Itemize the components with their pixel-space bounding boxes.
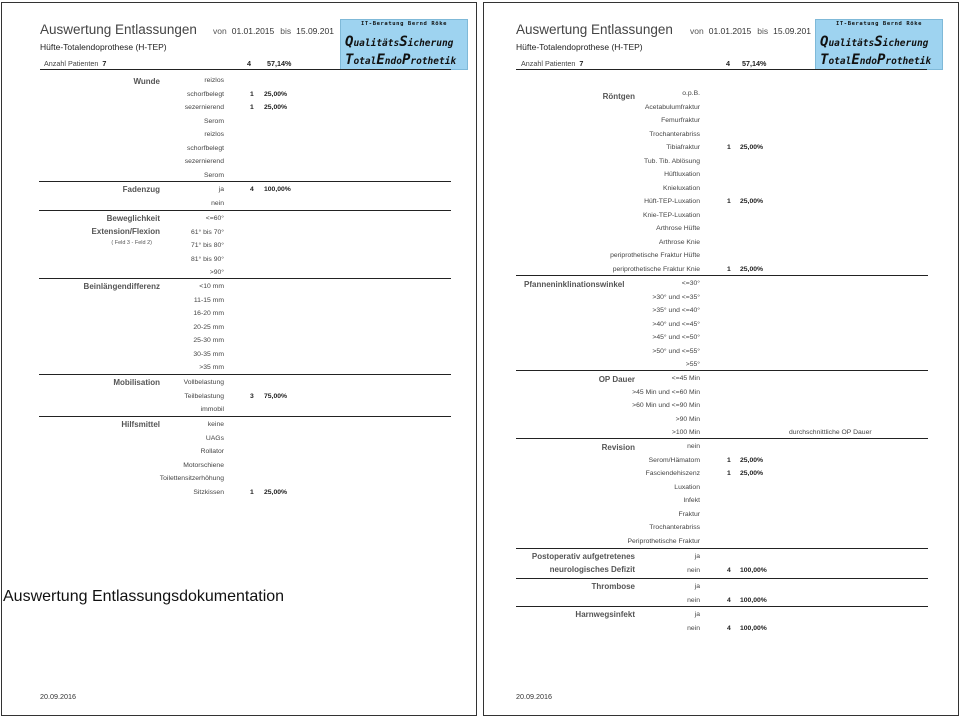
- avg-op-duration-label: durchschnittliche OP Dauer: [789, 429, 872, 436]
- table-row: [2, 390, 224, 404]
- table-row: [484, 521, 700, 535]
- row-label: 16-20 mm: [193, 310, 224, 317]
- report-subtitle: Hüfte-Totalendoprothese (H-TEP): [516, 42, 643, 52]
- row-label: Femurfraktur: [661, 117, 700, 124]
- table-row: [484, 141, 700, 155]
- row-label: nein: [687, 443, 700, 450]
- row-label: Arthrose Hüfte: [656, 225, 700, 232]
- header-divider: [40, 69, 451, 70]
- header-divider: [516, 69, 927, 70]
- table-row: [2, 115, 224, 129]
- section-title: Röntgen: [602, 92, 635, 101]
- row-label: Trochanterabriss: [649, 130, 700, 138]
- company-logo: [340, 19, 468, 70]
- section-divider: [516, 578, 928, 579]
- table-row: [2, 183, 224, 197]
- table-row: [2, 155, 224, 169]
- row-label: Motorschiene: [183, 461, 224, 469]
- table-row: [484, 249, 700, 263]
- table-row: [484, 481, 700, 495]
- report-page-right: [483, 2, 959, 716]
- date-range: von 01.01.2015 bis 15.09.201: [690, 26, 811, 36]
- logo-line-tep: TotalEndoProthetik: [345, 52, 457, 68]
- table-row: [2, 142, 224, 156]
- row-label: 71° bis 80°: [190, 242, 224, 249]
- row-label: >40° und <=45°: [652, 320, 700, 328]
- table-row: [484, 399, 700, 413]
- table-row: [484, 155, 700, 169]
- row-label: nein: [687, 624, 700, 632]
- table-row: [2, 74, 224, 88]
- row-label: Knie-TEP-Luxation: [642, 211, 700, 219]
- section-title: Beweglichkeit: [106, 214, 160, 223]
- section-title: Hilfsmittel: [121, 420, 160, 429]
- table-row: [2, 445, 224, 459]
- table-row: [484, 564, 700, 578]
- row-label: Serom: [203, 171, 224, 179]
- von-date: 01.01.2015: [231, 26, 275, 36]
- patient-count-row: Anzahl Patienten 7: [44, 59, 107, 68]
- row-label: >90°: [209, 269, 224, 276]
- table-row: [484, 195, 700, 209]
- row-count: 1: [250, 90, 254, 98]
- table-row: [484, 209, 700, 223]
- row-label: UAGs: [205, 434, 224, 442]
- row-percent: 100,00%: [264, 186, 291, 193]
- section-title: Beinlängendifferenz: [83, 282, 160, 291]
- row-label: sezernierend: [184, 104, 224, 111]
- row-label: schorfbelegt: [186, 144, 224, 152]
- table-row: [2, 197, 224, 211]
- row-count: 1: [727, 470, 731, 477]
- caption-text: Auswertung Entlassungsdokumentation: [3, 588, 285, 605]
- row-label: Toilettensitzerhöhung: [159, 475, 224, 482]
- table-row: [484, 291, 700, 305]
- row-label: Trochanterabriss: [649, 524, 700, 531]
- row-count: 1: [250, 488, 254, 496]
- table-row: [484, 413, 700, 427]
- row-label: Periprothetische Fraktur: [627, 537, 700, 545]
- row-label: <=30°: [681, 280, 700, 287]
- section-title: Postoperativ aufgetretenes: [531, 552, 635, 561]
- section-divider: [39, 374, 451, 375]
- section-divider: [39, 416, 451, 417]
- logo-line-qs: QualitätsSicherung: [820, 34, 929, 50]
- row-label: immobil: [200, 406, 224, 413]
- table-row: [2, 253, 224, 267]
- row-percent: 25,00%: [264, 104, 288, 111]
- row-percent: 100,00%: [740, 624, 767, 632]
- table-row: [2, 212, 224, 226]
- row-count: 4: [250, 186, 254, 193]
- row-label: >45° und <=50°: [652, 334, 700, 341]
- report-subtitle: Hüfte-Totalendoprothese (H-TEP): [40, 42, 167, 52]
- row-label: Tub. Tib. Ablösung: [643, 157, 700, 165]
- row-count: 4: [727, 566, 731, 574]
- table-row: [2, 226, 224, 240]
- row-label: 25-30 mm: [193, 337, 224, 344]
- row-label: nein: [687, 596, 700, 604]
- section-title: OP Dauer: [598, 375, 635, 384]
- table-row: [484, 101, 700, 115]
- row-label: Infekt: [683, 497, 700, 504]
- row-label: 30-35 mm: [193, 350, 224, 358]
- von-label: von: [213, 26, 227, 36]
- row-label: <10 mm: [199, 283, 224, 290]
- row-label: >35 mm: [199, 364, 224, 371]
- row-label: <=45 Min: [671, 375, 700, 382]
- table-row: [2, 334, 224, 348]
- section-title: neurologisches Defizit: [549, 565, 635, 574]
- logo-line-qs: QualitätsSicherung: [345, 34, 454, 50]
- section-divider: [39, 210, 451, 211]
- row-count: 4: [727, 624, 731, 632]
- table-row: [484, 182, 700, 196]
- row-label: periprothetische Fraktur Hüfte: [610, 252, 700, 259]
- section-title: Mobilisation: [113, 378, 160, 387]
- row-label: reizlos: [204, 77, 224, 84]
- table-row: [2, 128, 224, 142]
- bis-label: bis: [280, 26, 292, 36]
- row-label: Knieluxation: [662, 184, 700, 192]
- table-row: [484, 467, 700, 481]
- row-label: keine: [207, 421, 224, 428]
- row-label: ja: [694, 583, 700, 590]
- row-label: Acetabulumfraktur: [644, 103, 700, 111]
- logo-company-line: IT-Beratung Bernd Röke: [835, 21, 923, 27]
- table-row: [2, 432, 224, 446]
- row-label: Vollbelastung: [183, 379, 224, 386]
- row-label: Rollator: [200, 448, 224, 455]
- row-count: 1: [727, 456, 731, 464]
- table-row: [2, 348, 224, 362]
- row-percent: 25,00%: [264, 90, 288, 98]
- table-row: [484, 594, 700, 608]
- table-row: [2, 280, 224, 294]
- table-row: [484, 550, 700, 564]
- section-note: ( Feld 3 - Feld 2): [111, 240, 152, 246]
- patient-sub-count: 4: [247, 59, 251, 68]
- row-percent: 100,00%: [740, 566, 767, 574]
- table-row: [484, 440, 700, 454]
- table-row: [484, 345, 700, 359]
- report-title: Auswertung Entlassungen: [516, 22, 673, 37]
- section-divider: [516, 548, 928, 549]
- row-label: sezernierend: [184, 158, 224, 165]
- section-divider: [516, 275, 928, 276]
- table-row: [2, 472, 224, 486]
- row-label: periprothetische Fraktur Knie: [612, 265, 700, 273]
- table-row: [484, 277, 700, 291]
- table-row: [2, 376, 224, 390]
- row-label: ja: [694, 553, 700, 560]
- table-row: [484, 318, 700, 332]
- footer-date: 20.09.2016: [40, 692, 76, 701]
- table-row: [484, 114, 700, 128]
- table-row: [484, 331, 700, 345]
- row-count: 4: [727, 596, 731, 604]
- row-label: 61° bis 70°: [190, 228, 224, 236]
- logo-company-line: IT-Beratung Bernd Röke: [360, 21, 448, 27]
- table-row: [2, 307, 224, 321]
- table-row: [484, 236, 700, 250]
- section-title: Pfanneninklinationswinkel: [524, 280, 625, 289]
- table-row: [2, 169, 224, 183]
- row-label: >100 Min: [671, 429, 700, 436]
- row-label: 11-15 mm: [193, 296, 224, 304]
- row-label: >45 Min und <=60 Min: [632, 388, 700, 396]
- row-label: Teilbelastung: [184, 392, 224, 400]
- table-row: [2, 403, 224, 417]
- table-row: [484, 386, 700, 400]
- patient-sub-pct: 57,14%: [742, 59, 767, 68]
- table-row: [484, 263, 700, 277]
- row-count: 1: [727, 265, 731, 273]
- section-divider: [516, 606, 928, 607]
- row-percent: 25,00%: [740, 470, 764, 477]
- section-title: Wunde: [133, 77, 160, 86]
- row-label: >90 Min: [675, 415, 700, 423]
- report-page-left: [1, 2, 477, 716]
- section-divider: [516, 370, 928, 371]
- row-percent: 25,00%: [740, 198, 764, 205]
- row-percent: 25,00%: [740, 456, 764, 464]
- bis-date: 15.09.201: [296, 26, 334, 36]
- table-row: [484, 508, 700, 522]
- table-row: [484, 304, 700, 318]
- table-row: [484, 535, 700, 549]
- table-row: [484, 372, 700, 386]
- table-row: [2, 88, 224, 102]
- table-row: [484, 622, 700, 636]
- row-count: 1: [727, 198, 731, 205]
- table-row: [2, 294, 224, 308]
- date-range: [213, 26, 340, 36]
- section-title: Extension/Flexion: [91, 227, 160, 236]
- table-row: [484, 580, 700, 594]
- table-row: [2, 486, 224, 500]
- row-label: Luxation: [674, 483, 700, 491]
- row-label: reizlos: [204, 131, 224, 138]
- row-label: nein: [211, 199, 224, 207]
- section-title: Fadenzug: [122, 185, 160, 194]
- patient-sub-pct: 57,14%: [267, 59, 292, 68]
- company-logo: [815, 19, 943, 70]
- row-percent: 25,00%: [264, 488, 288, 496]
- row-label: Sitzkissen: [193, 488, 224, 496]
- table-row: [2, 361, 224, 375]
- row-label: 81° bis 90°: [190, 255, 224, 263]
- row-percent: 25,00%: [740, 265, 764, 273]
- table-row: [484, 128, 700, 142]
- row-label: >50° und <=55°: [652, 347, 700, 355]
- section-title: Thrombose: [591, 582, 635, 591]
- row-label: >55°: [685, 361, 700, 368]
- row-label: Serom: [203, 117, 224, 125]
- row-label: Fasciendehiszenz: [645, 470, 700, 477]
- row-percent: 100,00%: [740, 596, 767, 604]
- table-row: [2, 459, 224, 473]
- section-divider: [39, 181, 451, 182]
- patient-sub-count: 4: [726, 59, 730, 68]
- report-title: Auswertung Entlassungen: [40, 22, 197, 37]
- table-row: [484, 494, 700, 508]
- row-label: >60 Min und <=90 Min: [632, 402, 700, 409]
- row-label: 20-25 mm: [193, 323, 224, 331]
- table-row: [2, 239, 224, 253]
- table-row: [2, 321, 224, 335]
- row-label: nein: [687, 566, 700, 574]
- table-row: [2, 418, 224, 432]
- row-label: schorfbelegt: [186, 90, 224, 98]
- table-row: [2, 101, 224, 115]
- table-row: [484, 454, 700, 468]
- section-divider: [39, 278, 451, 279]
- patient-count-row: Anzahl Patienten 7: [521, 59, 584, 68]
- row-label: Tibiafraktur: [666, 144, 700, 151]
- table-row: [484, 87, 700, 101]
- row-percent: 25,00%: [740, 144, 764, 151]
- row-label: Fraktur: [678, 510, 700, 518]
- row-count: 1: [727, 144, 731, 151]
- section-divider: [516, 438, 928, 439]
- row-label: >35° und <=40°: [652, 307, 700, 314]
- row-count: 3: [250, 392, 254, 400]
- row-label: ja: [218, 186, 224, 193]
- row-percent: 75,00%: [264, 392, 288, 400]
- row-label: o.p.B.: [682, 90, 700, 97]
- table-row: [484, 608, 700, 622]
- row-label: Hüft-TEP-Luxation: [644, 198, 700, 205]
- logo-line-tep: TotalEndoProthetik: [820, 52, 932, 68]
- section-title: Revision: [601, 443, 635, 452]
- row-label: Arthrose Knie: [658, 238, 700, 246]
- footer-date: 20.09.2016: [516, 692, 552, 701]
- row-count: 1: [250, 104, 254, 111]
- row-label: >30° und <=35°: [652, 293, 700, 301]
- row-label: Serom/Hämatom: [648, 456, 700, 464]
- row-label: Hüftluxation: [664, 171, 700, 178]
- row-label: ja: [694, 611, 700, 618]
- table-row: [484, 222, 700, 236]
- row-label: <=60°: [205, 215, 224, 222]
- table-row: [484, 168, 700, 182]
- section-title: Harnwegsinfekt: [575, 610, 635, 619]
